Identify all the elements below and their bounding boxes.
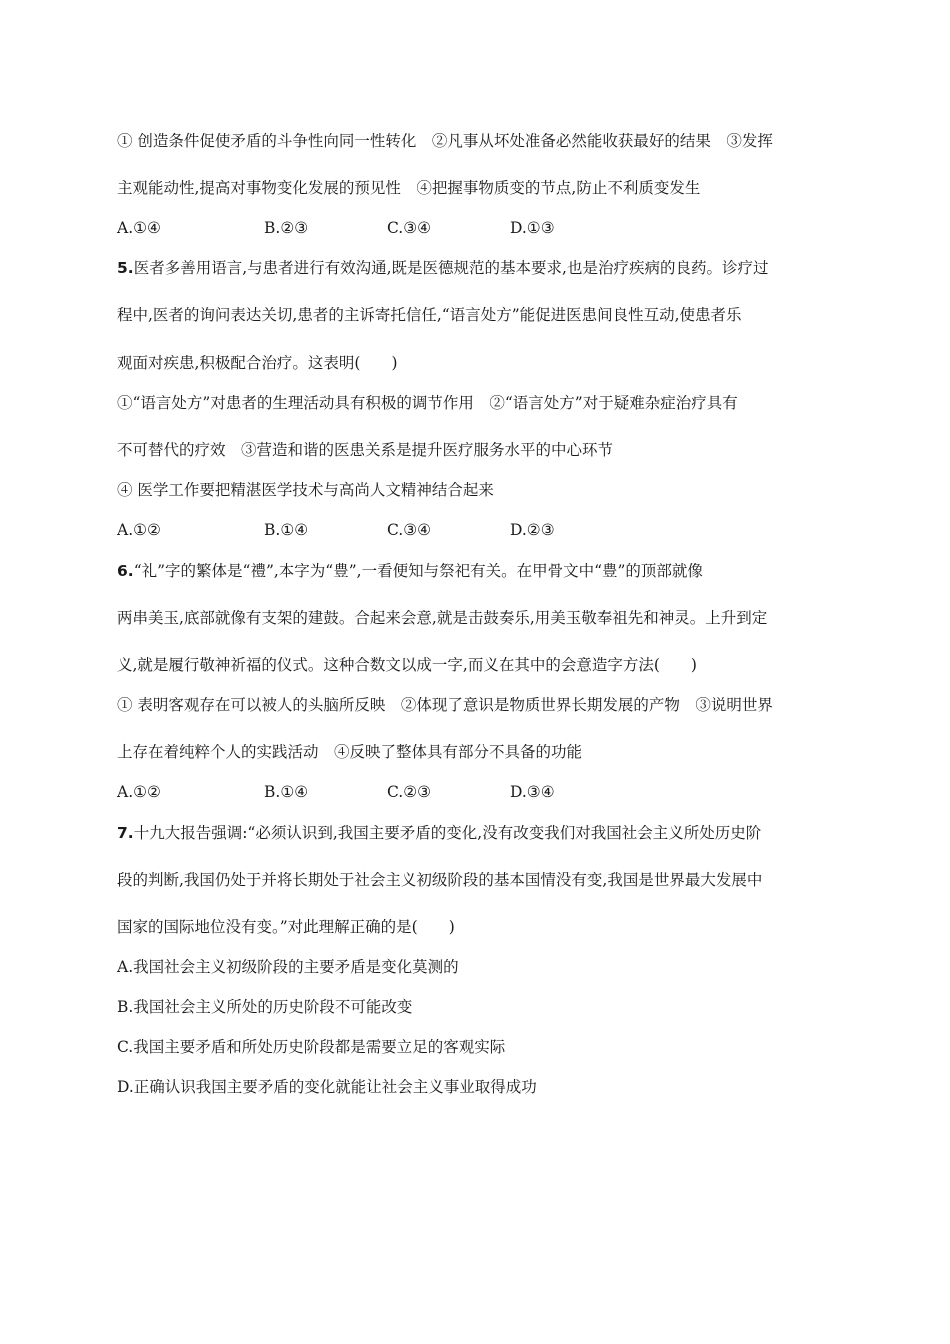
q5-option-b: B.①④	[264, 521, 309, 539]
q6-options	[117, 782, 817, 802]
q4-option-d: D.①③	[510, 219, 555, 237]
q6-stem-line-3: 义,就是履行敬神祈福的仪式。这种合数文以成一字,而义在其中的会意造字方法( )	[117, 656, 697, 674]
q5-number: 5.	[117, 259, 134, 277]
q4-option-b: B.②③	[264, 219, 309, 237]
q4-statements-line-1: ① 创造条件促使矛盾的斗争性向同一性转化 ②凡事从坏处准备必然能收获最好的结果 ③发挥	[117, 132, 773, 150]
q4-options	[117, 218, 817, 238]
q6-stem-text-1: “礼”字的繁体是“禮”,本字为“豊”,一看便知与祭祀有关。在甲骨文中“豊”的顶部就像	[133, 562, 703, 580]
q5-stem-line-1	[117, 258, 768, 278]
q6-stem-line-2: 两串美玉,底部就像有支架的建鼓。合起来会意,就是击鼓奏乐,用美玉敬奉祖先和神灵。上升到定	[117, 609, 768, 627]
q5-option-a: A.①②	[117, 521, 161, 539]
q7-option-b: B.我国社会主义所处的历史阶段不可能改变	[117, 998, 413, 1016]
q6-number: 6.	[117, 562, 134, 580]
q5-statements-line-2: 不可替代的疗效 ③营造和谐的医患关系是提升医疗服务水平的中心环节	[117, 441, 614, 459]
q5-stem-line-2: 程中,医者的询问表达关切,患者的主诉寄托信任,“语言处方”能促进医患间良性互动,使患者乐	[117, 306, 742, 324]
q7-stem-line-3: 国家的国际地位没有变。”对此理解正确的是( )	[117, 918, 455, 936]
q5-option-d: D.②③	[510, 521, 555, 539]
q6-option-b: B.①④	[264, 783, 309, 801]
q4-option-a: A.①④	[117, 219, 161, 237]
q6-statements-line-1: ① 表明客观存在可以被人的头脑所反映 ②体现了意识是物质世界长期发展的产物 ③说明世界	[117, 696, 773, 714]
q7-number: 7.	[117, 824, 134, 842]
q6-option-d: D.③④	[510, 783, 555, 801]
q5-statements-line-3: ④ 医学工作要把精湛医学技术与高尚人文精神结合起来	[117, 481, 494, 499]
q6-stem-line-1	[117, 561, 703, 581]
q4-statements-line-2: 主观能动性,提高对事物变化发展的预见性 ④把握事物质变的节点,防止不利质变发生	[117, 179, 701, 197]
q6-option-a: A.①②	[117, 783, 161, 801]
q6-statements-line-2: 上存在着纯粹个人的实践活动 ④反映了整体具有部分不具备的功能	[117, 743, 583, 761]
q7-stem-line-1	[117, 823, 761, 843]
q7-option-a: A.我国社会主义初级阶段的主要矛盾是变化莫测的	[117, 958, 459, 976]
q5-statements-line-1: ①“语言处方”对患者的生理活动具有积极的调节作用 ②“语言处方”对于疑难杂症治疗具有	[117, 394, 738, 412]
q5-options	[117, 520, 817, 540]
q7-option-d: D.正确认识我国主要矛盾的变化就能让社会主义事业取得成功	[117, 1078, 537, 1096]
q7-stem-text-1: 十九大报告强调:“必须认识到,我国主要矛盾的变化,没有改变我们对我国社会主义所处历史阶	[133, 824, 762, 842]
q6-option-c: C.②③	[387, 783, 432, 801]
q7-stem-line-2: 段的判断,我国仍处于并将长期处于社会主义初级阶段的基本国情没有变,我国是世界最大发展中	[117, 871, 763, 889]
q5-stem-text-1: 医者多善用语言,与患者进行有效沟通,既是医德规范的基本要求,也是治疗疾病的良药。诊疗过	[133, 259, 769, 277]
q5-stem-line-3: 观面对疾患,积极配合治疗。这表明( )	[117, 354, 398, 372]
q5-option-c: C.③④	[387, 521, 432, 539]
q4-option-c: C.③④	[387, 219, 432, 237]
q7-option-c: C.我国主要矛盾和所处历史阶段都是需要立足的客观实际	[117, 1038, 506, 1056]
